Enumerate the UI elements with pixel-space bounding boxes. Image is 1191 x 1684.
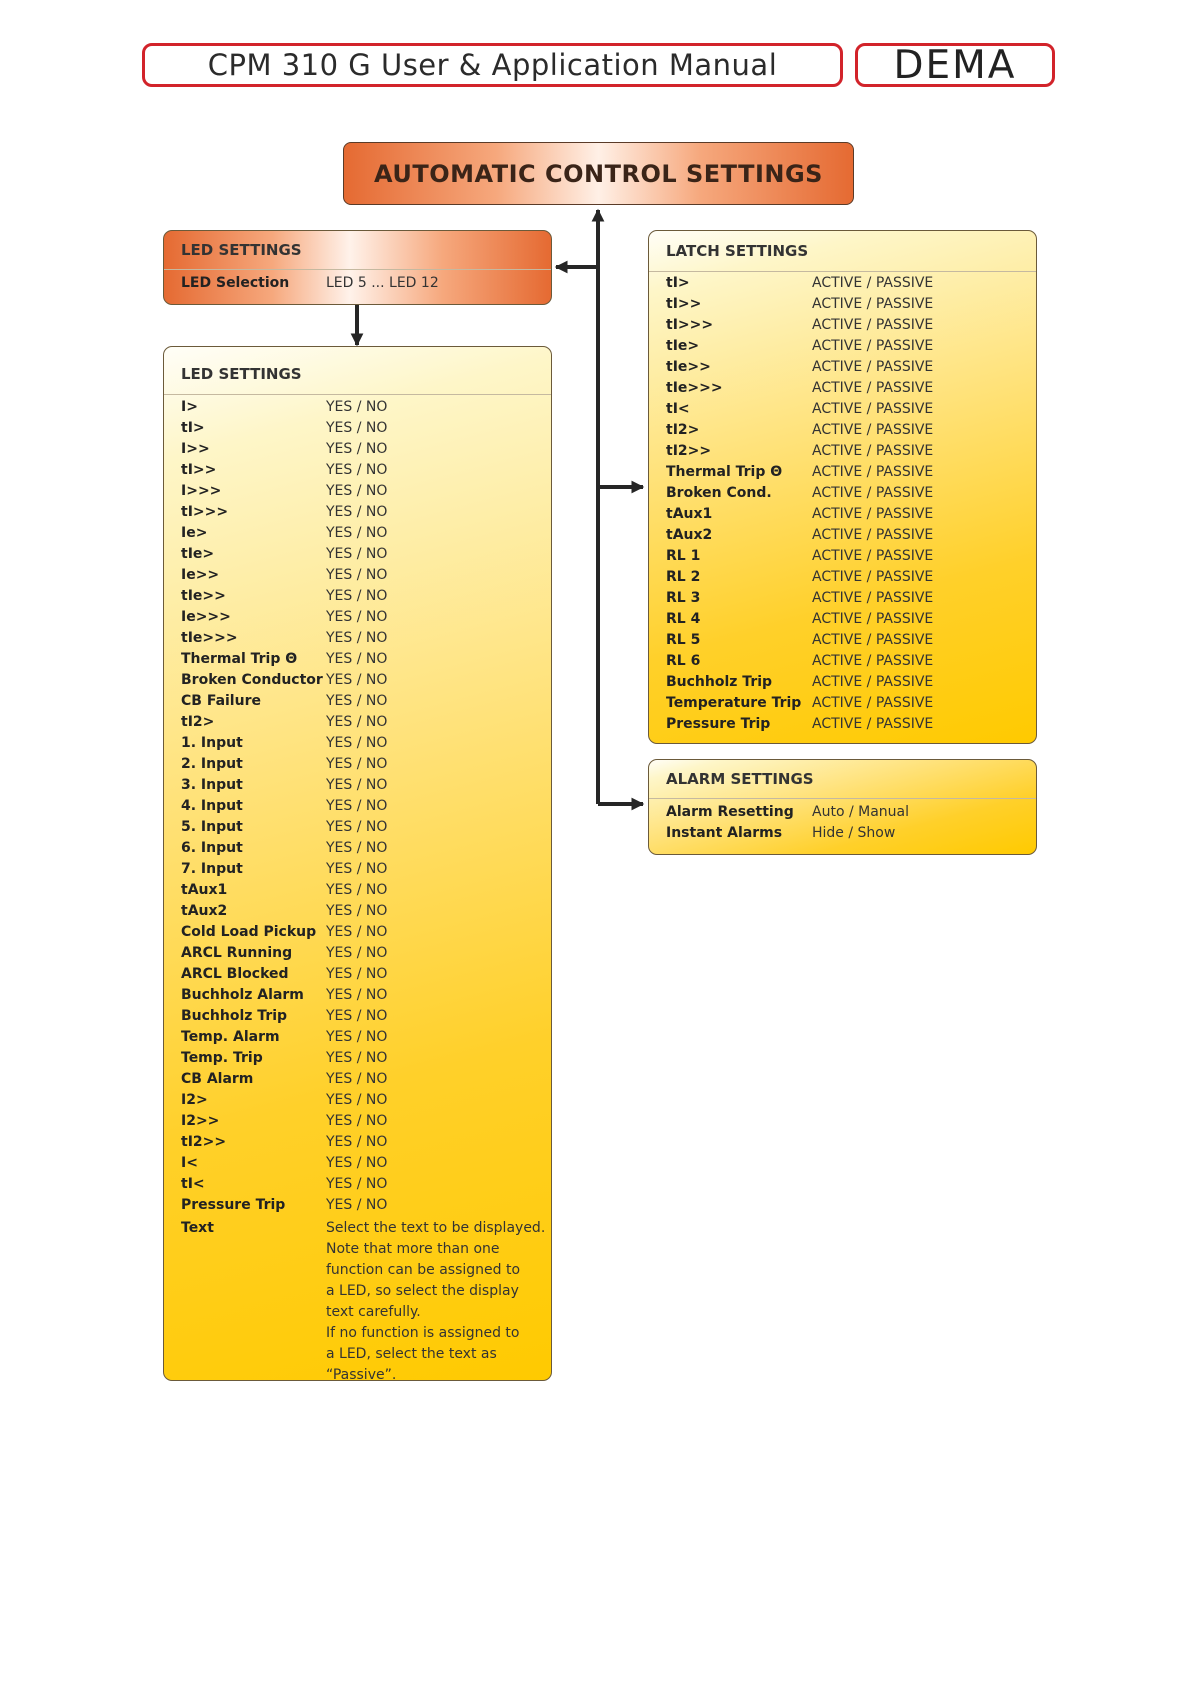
setting-row xyxy=(666,674,1032,690)
row-value: YES / NO xyxy=(326,1050,388,1066)
description-line: Select the text to be displayed. xyxy=(326,1220,546,1236)
row-value: YES / NO xyxy=(326,672,388,688)
row-value: LED 5 ... LED 12 xyxy=(326,275,439,291)
row-label: CB Alarm xyxy=(181,1071,254,1087)
setting-row xyxy=(181,588,547,604)
row-value: YES / NO xyxy=(326,609,388,625)
setting-row xyxy=(181,672,547,688)
row-value: YES / NO xyxy=(326,567,388,583)
row-label: 7. Input xyxy=(181,861,243,877)
row-label: Pressure Trip xyxy=(181,1197,286,1213)
row-label: tI> xyxy=(181,420,205,436)
row-label: 1. Input xyxy=(181,735,243,751)
setting-row xyxy=(666,611,1032,627)
row-label: Ie>> xyxy=(181,567,220,583)
row-label: Thermal Trip Θ xyxy=(181,651,298,667)
setting-row xyxy=(666,632,1032,648)
row-value: YES / NO xyxy=(326,441,388,457)
row-value: YES / NO xyxy=(326,504,388,520)
setting-row xyxy=(181,525,547,541)
row-label: RL 1 xyxy=(666,548,701,564)
row-label: tIe>> xyxy=(181,588,226,604)
row-value: YES / NO xyxy=(326,945,388,961)
setting-row xyxy=(666,380,1032,396)
row-value: YES / NO xyxy=(326,1029,388,1045)
setting-row xyxy=(181,1155,547,1171)
setting-row xyxy=(181,777,547,793)
led-selection-row xyxy=(181,275,547,291)
setting-row xyxy=(181,441,547,457)
row-value: ACTIVE / PASSIVE xyxy=(812,443,934,459)
row-value: YES / NO xyxy=(326,987,388,1003)
row-value: ACTIVE / PASSIVE xyxy=(812,695,934,711)
row-label: I>>> xyxy=(181,483,222,499)
row-value: ACTIVE / PASSIVE xyxy=(812,485,934,501)
setting-row xyxy=(181,714,547,730)
description-line: text carefully. xyxy=(326,1304,421,1320)
setting-row xyxy=(666,317,1032,333)
row-value: YES / NO xyxy=(326,903,388,919)
row-label: tIe> xyxy=(181,546,215,562)
row-value: YES / NO xyxy=(326,819,388,835)
row-label: tIe>>> xyxy=(666,380,723,396)
setting-row xyxy=(666,527,1032,543)
setting-row xyxy=(666,825,1032,841)
row-value: YES / NO xyxy=(326,651,388,667)
row-label: I> xyxy=(181,399,198,415)
row-label: 4. Input xyxy=(181,798,243,814)
setting-row xyxy=(181,1197,547,1213)
row-value: YES / NO xyxy=(326,399,388,415)
row-label: tAux2 xyxy=(666,527,713,543)
setting-row xyxy=(181,924,547,940)
row-label: Ie> xyxy=(181,525,208,541)
row-label: tI< xyxy=(666,401,690,417)
setting-row xyxy=(181,1113,547,1129)
row-value: YES / NO xyxy=(326,1176,388,1192)
row-value: YES / NO xyxy=(326,861,388,877)
row-label: RL 3 xyxy=(666,590,701,606)
row-label: RL 2 xyxy=(666,569,701,585)
row-value: ACTIVE / PASSIVE xyxy=(812,464,934,480)
setting-row xyxy=(181,504,547,520)
row-label: 2. Input xyxy=(181,756,243,772)
alarm-settings-box xyxy=(648,759,1037,855)
row-value: YES / NO xyxy=(326,693,388,709)
setting-row xyxy=(666,695,1032,711)
row-label: Buchholz Trip xyxy=(666,674,773,690)
row-value: YES / NO xyxy=(326,420,388,436)
row-value: YES / NO xyxy=(326,756,388,772)
description-line: a LED, select the text as xyxy=(326,1346,497,1362)
description-line: “Passive”. xyxy=(326,1367,397,1381)
row-value: YES / NO xyxy=(326,462,388,478)
row-value: ACTIVE / PASSIVE xyxy=(812,317,934,333)
row-label: RL 5 xyxy=(666,632,701,648)
row-label: Buchholz Trip xyxy=(181,1008,288,1024)
description-line: If no function is assigned to xyxy=(326,1325,520,1341)
setting-row xyxy=(181,1176,547,1192)
row-value: YES / NO xyxy=(326,966,388,982)
row-label: Temperature Trip xyxy=(666,695,802,711)
setting-row xyxy=(181,756,547,772)
setting-row xyxy=(181,798,547,814)
row-label: LED Selection xyxy=(181,275,290,291)
row-label: tAux2 xyxy=(181,903,228,919)
setting-row xyxy=(181,1029,547,1045)
row-label: tIe> xyxy=(666,338,700,354)
row-value: YES / NO xyxy=(326,1071,388,1087)
setting-row xyxy=(181,882,547,898)
row-value: YES / NO xyxy=(326,798,388,814)
row-label: tI2> xyxy=(181,714,215,730)
row-value: YES / NO xyxy=(326,924,388,940)
row-label: tI>>> xyxy=(666,317,714,333)
row-label: tI2>> xyxy=(666,443,712,459)
row-label: tI>> xyxy=(181,462,217,478)
setting-row xyxy=(666,506,1032,522)
setting-row xyxy=(666,804,1032,820)
row-label: I>> xyxy=(181,441,210,457)
row-label: ARCL Blocked xyxy=(181,966,289,982)
description-line: function can be assigned to xyxy=(326,1262,521,1278)
row-value: ACTIVE / PASSIVE xyxy=(812,716,934,732)
row-label: 5. Input xyxy=(181,819,243,835)
row-label: ARCL Running xyxy=(181,945,293,961)
row-value: ACTIVE / PASSIVE xyxy=(812,653,934,669)
setting-row xyxy=(181,819,547,835)
row-value: Hide / Show xyxy=(812,825,896,841)
setting-row xyxy=(666,275,1032,291)
row-label: tI2> xyxy=(666,422,700,438)
setting-row xyxy=(666,569,1032,585)
row-value: ACTIVE / PASSIVE xyxy=(812,296,934,312)
row-value: ACTIVE / PASSIVE xyxy=(812,611,934,627)
row-value: ACTIVE / PASSIVE xyxy=(812,569,934,585)
row-value: YES / NO xyxy=(326,630,388,646)
row-value: ACTIVE / PASSIVE xyxy=(812,506,934,522)
setting-row xyxy=(181,987,547,1003)
setting-row xyxy=(181,1092,547,1108)
row-label: tIe>>> xyxy=(181,630,238,646)
row-value: ACTIVE / PASSIVE xyxy=(812,275,934,291)
row-value: ACTIVE / PASSIVE xyxy=(812,548,934,564)
row-value: YES / NO xyxy=(326,1092,388,1108)
row-label: tAux1 xyxy=(181,882,228,898)
row-label: tI> xyxy=(666,275,690,291)
setting-row xyxy=(666,359,1032,375)
alarm-settings-box-title: ALARM SETTINGS xyxy=(649,760,1036,799)
setting-row xyxy=(181,609,547,625)
row-value: ACTIVE / PASSIVE xyxy=(812,401,934,417)
setting-row xyxy=(181,693,547,709)
setting-row xyxy=(666,296,1032,312)
setting-row xyxy=(666,590,1032,606)
setting-row xyxy=(181,903,547,919)
row-label: Temp. Alarm xyxy=(181,1029,280,1045)
row-label: Ie>>> xyxy=(181,609,231,625)
setting-row xyxy=(181,651,547,667)
row-value: ACTIVE / PASSIVE xyxy=(812,632,934,648)
text-setting-row xyxy=(181,1218,547,1381)
row-label: 3. Input xyxy=(181,777,243,793)
setting-row xyxy=(666,401,1032,417)
row-value: YES / NO xyxy=(326,714,388,730)
setting-row xyxy=(181,630,547,646)
row-value: YES / NO xyxy=(326,588,388,604)
row-label: RL 4 xyxy=(666,611,701,627)
row-label: Temp. Trip xyxy=(181,1050,263,1066)
setting-row xyxy=(666,338,1032,354)
row-label: Thermal Trip Θ xyxy=(666,464,783,480)
row-value: ACTIVE / PASSIVE xyxy=(812,380,934,396)
row-label: I2> xyxy=(181,1092,208,1108)
setting-row xyxy=(181,567,547,583)
row-value: ACTIVE / PASSIVE xyxy=(812,338,934,354)
setting-row xyxy=(666,548,1032,564)
row-label: tI< xyxy=(181,1176,205,1192)
setting-row xyxy=(181,735,547,751)
led-selection-box-title: LED SETTINGS xyxy=(164,231,551,270)
setting-row xyxy=(181,1071,547,1087)
description-line: a LED, so select the display xyxy=(326,1283,519,1299)
setting-row xyxy=(181,546,547,562)
row-label: RL 6 xyxy=(666,653,701,669)
row-label: Alarm Resetting xyxy=(666,804,794,820)
row-label: Instant Alarms xyxy=(666,825,783,841)
setting-row xyxy=(181,462,547,478)
row-value: YES / NO xyxy=(326,1134,388,1150)
setting-row xyxy=(181,945,547,961)
led-settings-box-title: LED SETTINGS xyxy=(164,347,551,395)
description-line: Note that more than one xyxy=(326,1241,500,1257)
row-value: ACTIVE / PASSIVE xyxy=(812,359,934,375)
row-label: Text xyxy=(181,1220,214,1236)
row-label: tAux1 xyxy=(666,506,713,522)
row-label: tIe>> xyxy=(666,359,711,375)
text-description xyxy=(326,1218,545,1381)
row-value: YES / NO xyxy=(326,1197,388,1213)
row-value: YES / NO xyxy=(326,840,388,856)
root-title: AUTOMATIC CONTROL SETTINGS xyxy=(374,159,823,188)
row-label: 6. Input xyxy=(181,840,243,856)
setting-row xyxy=(181,420,547,436)
row-value: YES / NO xyxy=(326,735,388,751)
row-value: YES / NO xyxy=(326,1155,388,1171)
setting-row xyxy=(181,861,547,877)
latch-settings-box xyxy=(648,230,1037,744)
row-label: I2>> xyxy=(181,1113,220,1129)
row-value: YES / NO xyxy=(326,483,388,499)
row-value: ACTIVE / PASSIVE xyxy=(812,422,934,438)
row-label: Broken Conductor xyxy=(181,672,323,688)
setting-row xyxy=(666,443,1032,459)
setting-row xyxy=(666,653,1032,669)
row-value: YES / NO xyxy=(326,525,388,541)
latch-settings-box-title: LATCH SETTINGS xyxy=(649,231,1036,272)
row-value: ACTIVE / PASSIVE xyxy=(812,674,934,690)
setting-row xyxy=(666,716,1032,732)
manual-title: CPM 310 G User & Application Manual xyxy=(142,43,843,87)
dema-logo: DEMA xyxy=(855,43,1055,87)
led-settings-box xyxy=(163,346,552,1381)
row-label: Cold Load Pickup xyxy=(181,924,317,940)
setting-row xyxy=(181,1008,547,1024)
row-label: Broken Cond. xyxy=(666,485,772,501)
row-value: ACTIVE / PASSIVE xyxy=(812,527,934,543)
row-value: YES / NO xyxy=(326,777,388,793)
row-value: YES / NO xyxy=(326,546,388,562)
setting-row xyxy=(181,483,547,499)
row-label: tI>> xyxy=(666,296,702,312)
setting-row xyxy=(181,1134,547,1150)
row-label: I< xyxy=(181,1155,198,1171)
row-value: ACTIVE / PASSIVE xyxy=(812,590,934,606)
setting-row xyxy=(666,464,1032,480)
row-value: Auto / Manual xyxy=(812,804,909,820)
led-selection-box xyxy=(163,230,552,305)
setting-row xyxy=(181,399,547,415)
row-label: tI2>> xyxy=(181,1134,227,1150)
setting-row xyxy=(181,1050,547,1066)
row-label: Buchholz Alarm xyxy=(181,987,304,1003)
row-value: YES / NO xyxy=(326,1008,388,1024)
row-label: CB Failure xyxy=(181,693,261,709)
setting-row xyxy=(666,485,1032,501)
setting-row xyxy=(181,840,547,856)
row-label: tI>>> xyxy=(181,504,229,520)
row-value: YES / NO xyxy=(326,1113,388,1129)
row-label: Pressure Trip xyxy=(666,716,771,732)
row-value: YES / NO xyxy=(326,882,388,898)
setting-row xyxy=(181,966,547,982)
setting-row xyxy=(666,422,1032,438)
